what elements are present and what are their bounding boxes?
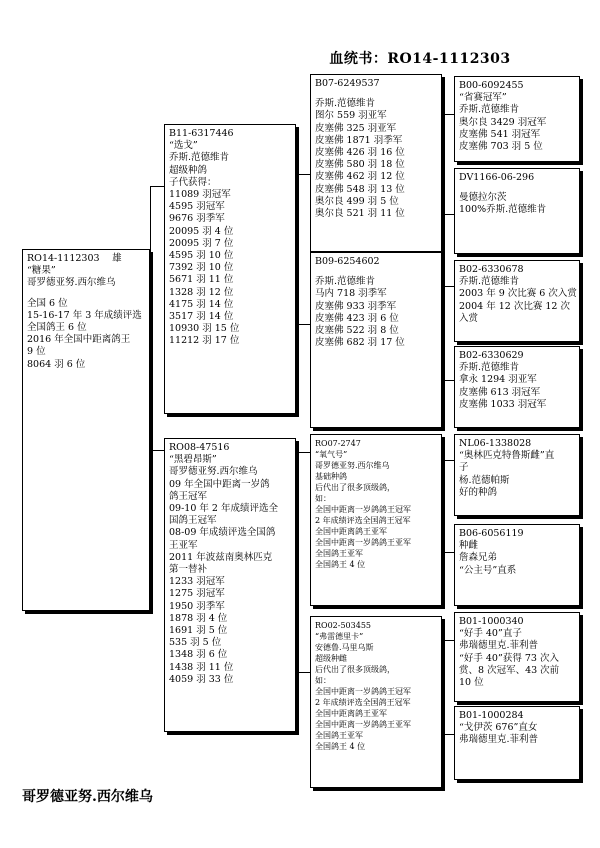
connector: [442, 380, 454, 381]
card-line: 乔斯.范德维肯: [315, 98, 376, 110]
card-line: 全国中距离鸽王亚军: [315, 709, 387, 718]
card-line: 全国中距离一岁鸽鸽王亚军: [315, 538, 411, 547]
card-line: 后代出了很多顶级鸽，: [315, 483, 395, 492]
connector: [442, 460, 443, 552]
card-line: 8064 羽 6 位: [27, 358, 86, 370]
connector: [296, 672, 310, 673]
card-line: B00-6092455: [459, 80, 524, 91]
card-line: 皮塞佛 548 羽 13 位: [315, 183, 405, 195]
card-line: 全国鸽王亚军: [315, 731, 363, 740]
card-line: 09-10 年 2 年成绩评选全: [169, 503, 278, 515]
card-line: 20095 羽 4 位: [169, 225, 234, 237]
card-line: 10930 羽 15 位: [169, 323, 240, 335]
card-line: 皮塞佛 613 羽冠军: [459, 386, 541, 398]
card-line: 皮塞佛 1033 羽冠军: [459, 398, 547, 410]
card-line: 皮塞佛 541 羽冠军: [459, 128, 541, 140]
card-line: 子: [459, 462, 469, 474]
card-line: 乔斯.范德维肯: [459, 276, 520, 288]
pigeon-card-dam-sire: [310, 434, 442, 606]
card-line: 全国中距离一岁鸽鸽王冠军: [315, 687, 411, 696]
card-line: 4059 羽 33 位: [169, 673, 234, 685]
card-line: 超级种雌: [315, 654, 347, 663]
card-line: 2016 年全国中距离鸽王: [27, 334, 131, 346]
pigeon-card-sire-sire-dam: [454, 168, 580, 254]
card-line: “选戈”: [169, 140, 198, 152]
card-line: 鸽王冠军: [169, 490, 208, 502]
card-line: 4595 羽冠军: [169, 201, 225, 213]
card-line: 皮塞佛 423 羽 6 位: [315, 312, 399, 324]
card-line: 09 年全国中距离一岁鸽: [169, 478, 270, 490]
card-line: 曼德拉尔茨: [459, 192, 507, 204]
card-line: 全国鸽王亚军: [315, 549, 363, 558]
card-line: RO08-47516: [169, 442, 230, 453]
card-line: DV1166-06-296: [459, 172, 535, 183]
card-line: 皮塞佛 933 羽季军: [315, 300, 397, 312]
card-line: 7392 羽 10 位: [169, 262, 234, 274]
card-line: 超级种鸽: [169, 164, 208, 176]
card-line: 弗瑞德里克.菲利普: [459, 734, 539, 746]
card-line: 赏、8 次冠军、43 次前: [459, 664, 560, 676]
card-line: 全国 6 位: [27, 297, 68, 309]
card-line: 詹森兄弟: [459, 552, 498, 564]
card-line: 安德鲁.马里乌斯: [315, 643, 374, 652]
card-line: 1275 羽冠军: [169, 588, 225, 600]
card-line: 乔斯.范德维肯: [459, 362, 520, 374]
card-line: 如：: [315, 676, 331, 685]
pigeon-card-root: [22, 249, 150, 611]
card-line: B06-6056119: [459, 528, 524, 539]
card-line: 皮塞佛 325 羽亚军: [315, 122, 397, 134]
card-line: 乔斯.范德维肯: [169, 152, 230, 164]
card-line: 奥尔良 521 羽 11 位: [315, 208, 405, 220]
card-line: 乔斯.范德维肯: [315, 276, 376, 288]
breeder-name: 哥罗德亚努.西尔维乌: [22, 789, 153, 805]
card-line: 杨.范德帕斯: [459, 474, 510, 486]
card-line: 哥罗德亚努.西尔维乌: [315, 461, 390, 470]
card-line: 2 年成绩评选全国鸽王冠军: [315, 516, 411, 525]
card-line: 15-16-17 年 3 年成绩评选: [27, 309, 142, 321]
pigeon-card-dam-dam-dam: [454, 706, 580, 780]
connector: [442, 286, 443, 380]
card-line: 后代出了很多顶级鸽，: [315, 665, 395, 674]
card-line: B09-6254602: [315, 256, 380, 267]
card-line: RO07-2747: [315, 439, 361, 448]
card-line: 好的种鸽: [459, 486, 498, 498]
card-line: 2 年成绩评选全国鸽王冠军: [315, 698, 411, 707]
card-line: 9 位: [27, 346, 46, 358]
card-line: 种雌: [459, 540, 479, 552]
card-line: B07-6249537: [315, 78, 380, 89]
card-line: “奥林匹克特鲁斯雌”直: [459, 450, 555, 462]
card-line: B01-1000340: [459, 616, 524, 627]
card-line: 基础种鸽: [315, 472, 347, 481]
card-line: 哥罗德亚努.西尔维乌: [27, 277, 116, 289]
card-line: “好手 40”获得 73 次入: [459, 652, 559, 664]
pigeon-card-sire: [164, 124, 296, 414]
connector: [442, 460, 454, 461]
connector: [442, 640, 454, 641]
pigeon-card-dam-sire-dam: [454, 524, 580, 606]
card-line: 全国中距离一岁鸽鸽王亚军: [315, 720, 411, 729]
card-line: “公主号”直系: [459, 564, 517, 576]
card-line: 1233 羽冠军: [169, 576, 225, 588]
connector: [296, 174, 310, 175]
connector: [442, 640, 443, 734]
connector: [442, 214, 454, 215]
connector: [442, 114, 454, 115]
card-line: 11212 羽 17 位: [169, 335, 240, 347]
card-line: 4595 羽 10 位: [169, 250, 234, 262]
card-line: B01-1000284: [459, 710, 524, 721]
pigeon-card-sire-dam-sire: [454, 260, 580, 342]
card-line: 国鸽王冠军: [169, 515, 217, 527]
card-line: 拿永 1294 羽亚军: [459, 374, 537, 386]
card-line: 1328 羽 12 位: [169, 286, 234, 298]
pigeon-card-sire-dam: [310, 252, 442, 428]
connector: [296, 174, 297, 324]
spacer: [315, 268, 437, 276]
card-line: “氧气号”: [315, 450, 348, 459]
card-line: “黑碧昂斯”: [169, 454, 217, 466]
card-line: RO02-503455: [315, 621, 372, 630]
card-line: 奥尔良 499 羽 5 位: [315, 195, 399, 207]
card-line: 子代获得：: [169, 176, 217, 188]
card-line: 皮塞佛 426 羽 16 位: [315, 147, 405, 159]
card-line: “戈伊茨 676”直女: [459, 722, 538, 734]
card-line: “糖果”: [27, 265, 56, 277]
connector: [150, 450, 164, 451]
card-line: 哥罗德亚努.西尔维乌: [169, 466, 258, 478]
connector: [442, 114, 443, 214]
card-line: 马内 718 羽季军: [315, 288, 387, 300]
pigeon-card-dam-sire-sire: [454, 434, 580, 516]
card-line: 2011 年波兹南奥林匹克: [169, 551, 273, 563]
card-line: 11089 羽冠军: [169, 189, 231, 201]
card-line: 皮塞佛 522 羽 8 位: [315, 325, 399, 337]
card-line: NL06-1338028: [459, 438, 532, 449]
pigeon-card-dam-dam: [310, 616, 442, 788]
card-line: 皮塞佛 462 羽 12 位: [315, 171, 405, 183]
connector: [442, 286, 454, 287]
card-line: 皮塞佛 682 羽 17 位: [315, 337, 405, 349]
card-line: 图尔 559 羽亚军: [315, 110, 387, 122]
connector: [442, 734, 454, 735]
card-line: 入赏: [459, 312, 479, 324]
card-line: 1691 羽 5 位: [169, 625, 228, 637]
card-line: 1438 羽 11 位: [169, 661, 234, 673]
card-line: 5671 羽 11 位: [169, 274, 234, 286]
card-line: 9676 羽季军: [169, 213, 225, 225]
card-line: 2004 年 12 次比赛 12 次: [459, 300, 570, 312]
card-line: 535 羽 5 位: [169, 637, 222, 649]
card-line: 4175 羽 14 位: [169, 298, 234, 310]
card-line: 100%乔斯.范德维肯: [459, 204, 547, 216]
card-line: “省赛冠军”: [459, 92, 507, 104]
card-line: 全国中距离一岁鸽鸽王冠军: [315, 505, 411, 514]
spacer: [27, 290, 145, 298]
pigeon-card-sire-sire-sire: [454, 76, 580, 162]
connector: [296, 324, 310, 325]
card-line: 皮塞佛 1871 羽季军: [315, 134, 403, 146]
card-line: 皮塞佛 580 羽 18 位: [315, 159, 405, 171]
card-line: 1878 羽 4 位: [169, 612, 228, 624]
connector: [442, 552, 454, 553]
card-line: 3517 羽 14 位: [169, 311, 234, 323]
card-line: 乔斯.范德维肯: [459, 104, 520, 116]
pigeon-card-dam-dam-sire: [454, 612, 580, 702]
pigeon-card-sire-dam-dam: [454, 346, 580, 428]
card-line: 全国鸽王 4 位: [315, 560, 366, 569]
card-line: 王亚军: [169, 539, 198, 551]
spacer: [315, 90, 437, 98]
card-line: B02-6330629: [459, 350, 524, 361]
connector: [150, 186, 151, 450]
card-line: 全国鸽王 4 位: [315, 742, 366, 751]
card-line: 皮塞佛 703 羽 5 位: [459, 141, 543, 153]
card-line: B02-6330678: [459, 264, 524, 275]
card-line: “好手 40”直子: [459, 628, 522, 640]
card-line: 如：: [315, 494, 331, 503]
card-line: 第一替补: [169, 564, 208, 576]
spacer: [459, 184, 575, 192]
pigeon-card-dam: [164, 438, 296, 732]
card-line: 弗瑞德里克.菲利普: [459, 640, 539, 652]
pigeon-card-sire-sire: [310, 74, 442, 252]
connector: [150, 186, 164, 187]
card-line: B11-6317446: [169, 128, 234, 139]
card-line: 10 位: [459, 677, 484, 689]
card-line: “弗雷德里卡”: [315, 632, 364, 641]
card-line: 1950 羽季军: [169, 600, 225, 612]
card-line: 全国中距离鸽王亚军: [315, 527, 387, 536]
page-title: 血统书：RO14-1112303: [329, 51, 511, 67]
card-line: 2003 年 9 次比赛 6 次入赏: [459, 288, 577, 300]
card-line: 08-09 年成绩评选全国鸽: [169, 527, 276, 539]
card-line: 1348 羽 6 位: [169, 649, 228, 661]
card-line: 全国鸽王 6 位: [27, 322, 87, 334]
connector: [296, 452, 310, 453]
connector: [296, 452, 297, 672]
card-line: RO14-1112303 雄: [27, 253, 122, 264]
card-line: 20095 羽 7 位: [169, 237, 234, 249]
card-line: 奥尔良 3429 羽冠军: [459, 116, 547, 128]
